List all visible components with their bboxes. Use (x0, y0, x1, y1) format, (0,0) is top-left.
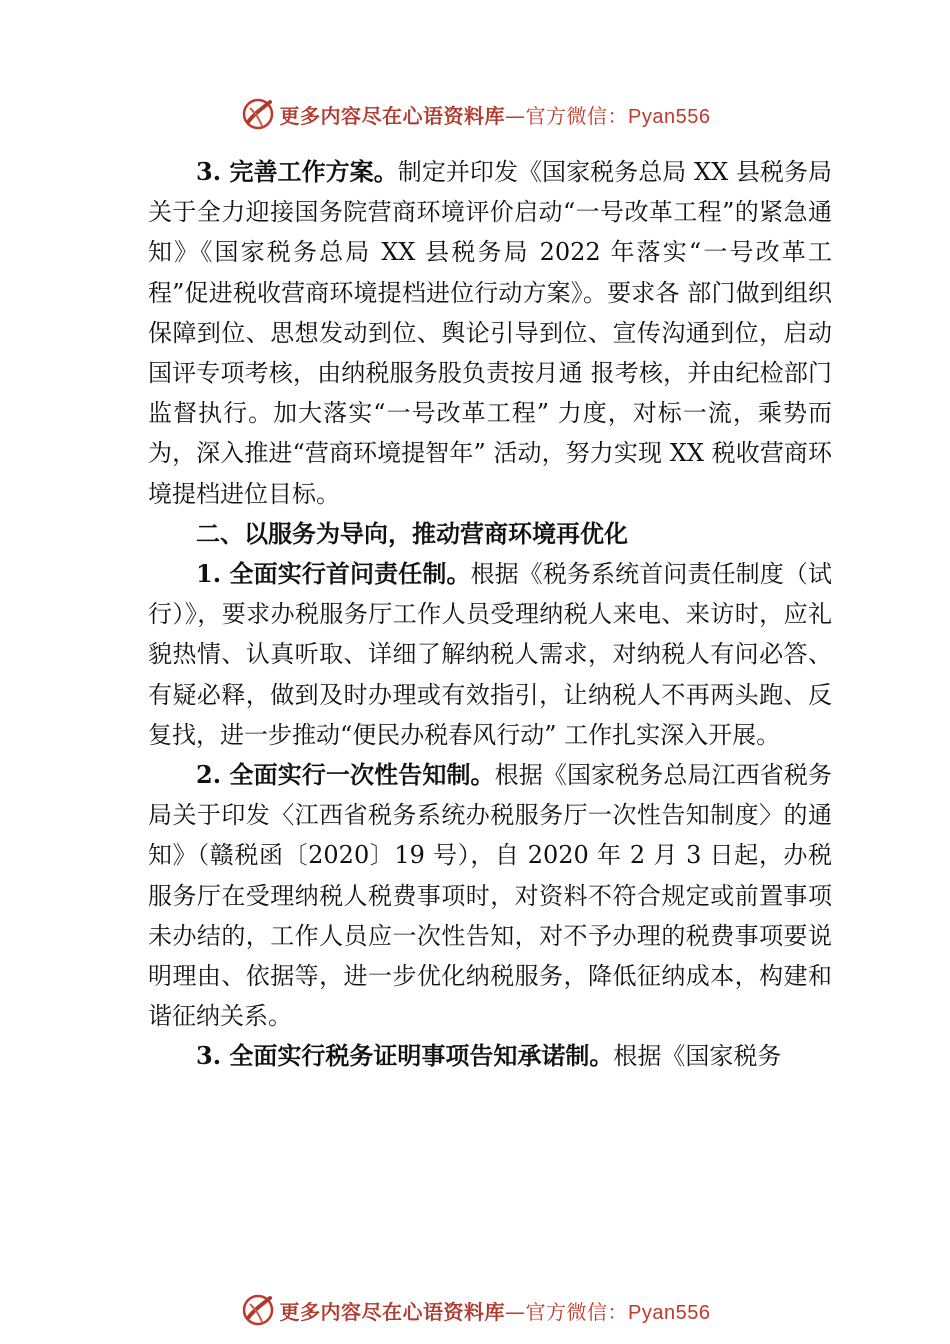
banner-account: Pyan556 (628, 105, 711, 128)
paragraph-2 (148, 554, 832, 755)
paragraph-3 (148, 755, 832, 1036)
banner-account: Pyan556 (628, 1301, 711, 1324)
banner-dash: — (505, 103, 526, 128)
document-body (148, 152, 832, 1077)
section-heading (148, 514, 832, 554)
paragraph-1-heading: 3. 完善工作方案。 (196, 157, 398, 186)
paragraph-2-heading: 1. 全面实行首问责任制。 (196, 559, 471, 589)
banner-suffix: 官方微信： (525, 1299, 629, 1324)
paragraph-1 (148, 152, 832, 514)
brush-logo-icon (240, 1292, 276, 1328)
section-heading-text: 二、以服务为导向，推动营商环境再优化 (196, 518, 628, 548)
paragraph-1-text: 制定并印发《国家税务总局 XX 县税务局关于全力迎接国务院营商环境评价启动“一号改革工程”的紧急通知》《国家税务总局 XX 县税务局 2022 年落实“一号改革工程”促进税收营商环境提档进位行动方案》。要求各 部门做到组织保障到位、思想发动到位、舆论引导到位、宣传沟通到位，启动国评专项考核，由纳税服务股负责按月通 报考核，并由纪检部门监督执行。加大落实“一号改革工程” 力度，对标一流，乘势而为，深入推进“营商环境提智年” 活动，努力实现 XX 税收营商环境提档进位目标。 (148, 158, 832, 508)
paragraph-3-heading: 2. 全面实行一次性告知制。 (196, 760, 495, 790)
paragraph-4-heading: 3. 全面实行税务证明事项告知承诺制。 (196, 1041, 614, 1071)
banner-dash: — (505, 1299, 526, 1324)
banner-title: 更多内容尽在心语资料库 (279, 1299, 506, 1324)
banner-title: 更多内容尽在心语资料库 (279, 103, 506, 128)
banner-text (280, 100, 711, 129)
brush-logo-icon (240, 96, 276, 132)
header-banner (0, 94, 950, 134)
paragraph-2-text: 根据《税务系统首问责任制度（试行）》，要求办税服务厅工作人员受理纳税人来电、来访时，应礼貌热情、认真听取、详细了解纳税人需求，对纳税人有问必答、有疑必释，做到及时办理或有效指引，让纳税人不再两头跑、反复找，进一步推动“便民办税春风行动” 工作扎实深入开展。 (148, 560, 832, 749)
paragraph-4 (148, 1036, 832, 1076)
paragraph-4-text: 根据《国家税务 (613, 1042, 782, 1071)
banner-suffix: 官方微信： (525, 103, 629, 128)
footer-banner (0, 1290, 950, 1330)
banner-text (280, 1296, 711, 1325)
paragraph-3-text: 根据《国家税务总局江西省税务局关于印发〈江西省税务系统办税服务厅一次性告知制度〉的通知》（赣税函〔2020〕19 号），自 2020 年 2 月 3 日起，办税服务厅在受理纳税人税费事项时，对资料不符合规定或前置事项未办结的，工作人员应一次性告知，对不予办理的税费事项要说明理由、依据等，进一步优化纳税服务，降低征纳成本，构建和谐征纳关系。 (148, 761, 832, 1031)
